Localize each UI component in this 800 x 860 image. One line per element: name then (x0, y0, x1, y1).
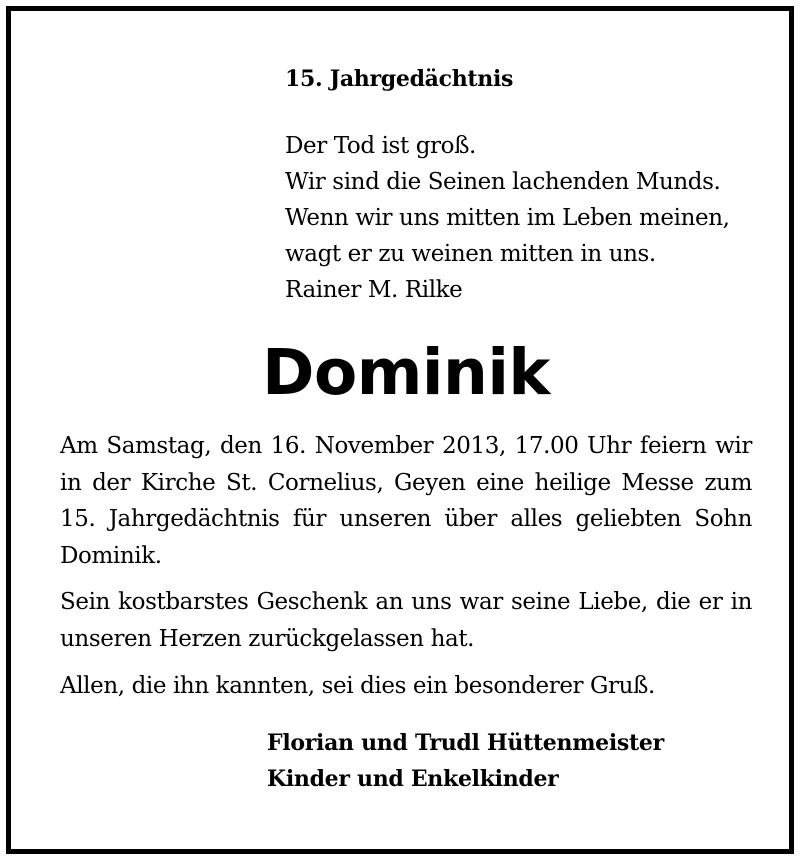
greeting-paragraph: Allen, die ihn kannten, sei dies ein besonderer Gruß. (60, 673, 655, 699)
poem-line: wagt er zu weinen mitten in uns. (285, 241, 656, 267)
notice-frame (6, 6, 794, 854)
poem-author: Rainer M. Rilke (285, 277, 463, 303)
signature-block (267, 725, 664, 797)
anniversary-heading: 15. Jahrgedächtnis (285, 66, 514, 92)
signature-family: Kinder und Enkelkinder (267, 766, 559, 792)
poem-line: Wir sind die Seinen lachenden Munds. (285, 169, 721, 195)
poem-line: Wenn wir uns mitten im Leben meinen, (285, 205, 730, 231)
deceased-name: Dominik (262, 336, 550, 409)
poem-line: Der Tod ist groß. (285, 133, 476, 159)
poem-quote (285, 128, 785, 308)
mass-announcement-paragraph: Am Samstag, den 16. November 2013, 17.00 Uhr feiern wir in der Kirche St. Cornelius, Geyen eine heilige Messe zum 15. Jahrgedächtnis für unseren über alles geliebten Sohn Dominik. (60, 433, 752, 569)
signature-names: Florian und Trudl Hüttenmeister (267, 730, 664, 756)
gift-paragraph: Sein kostbarstes Geschenk an uns war seine Liebe, die er in unseren Herzen zurückgelassen hat. (60, 589, 752, 652)
